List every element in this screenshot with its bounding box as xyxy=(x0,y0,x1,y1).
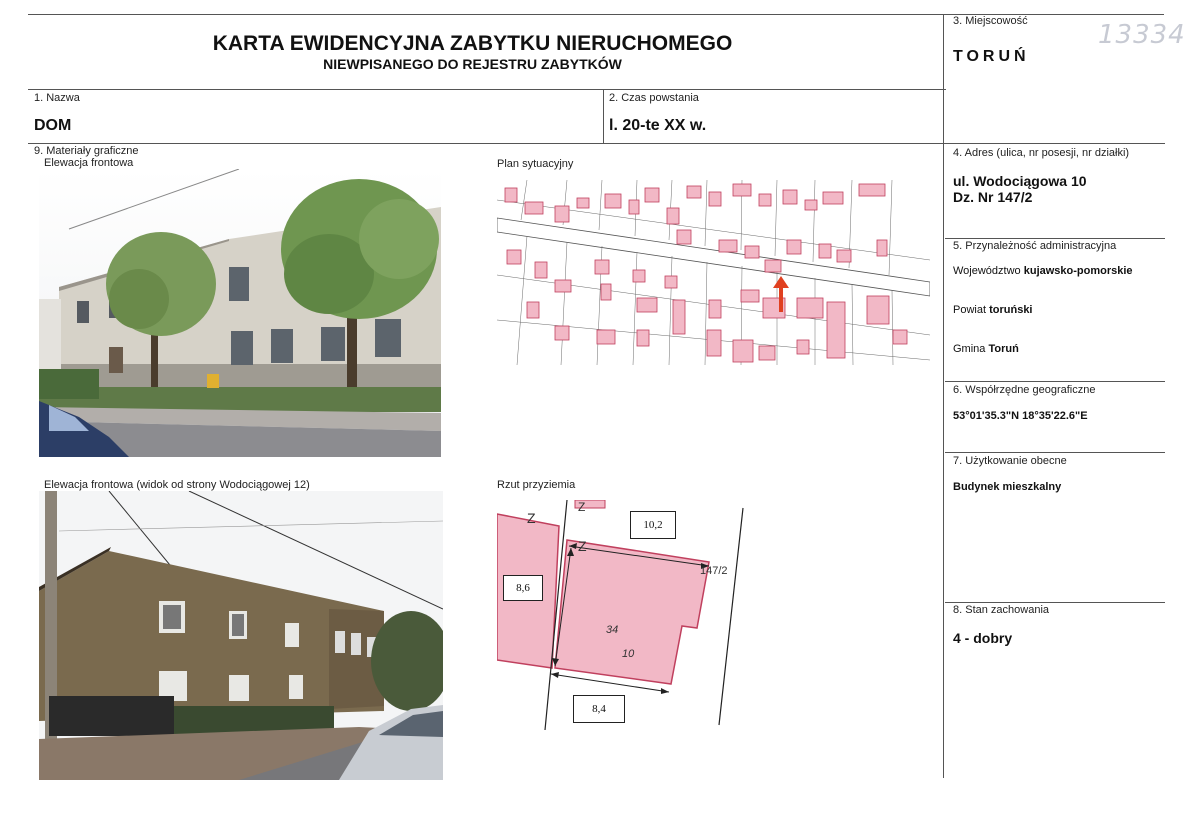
name-label: 1. Nazwa xyxy=(34,92,80,104)
locality-label: 3. Miejscowość xyxy=(953,15,1028,27)
usage-bottom-border xyxy=(945,602,1165,603)
site-plan-map xyxy=(497,180,930,365)
right-column-divider xyxy=(943,14,944,778)
floor-plan-dim-top: 10,2 xyxy=(630,511,676,539)
address-street: ul. Wodociągowa 10 xyxy=(953,173,1087,189)
side-photo-caption: Elewacja frontowa (widok od strony Wodociągowej 12) xyxy=(44,479,310,491)
name-row-bottom-border xyxy=(28,143,946,144)
usage-value: Budynek mieszkalny xyxy=(953,481,1062,493)
usage-label: 7. Użytkowanie obecne xyxy=(953,455,1067,467)
floor-plan-number-34: 34 xyxy=(606,624,619,636)
condition-label: 8. Stan zachowania xyxy=(953,604,1050,616)
header-bottom-border xyxy=(28,89,946,90)
locality-bottom-border xyxy=(945,143,1165,144)
voivodeship-prefix: Województwo xyxy=(953,265,1021,277)
admin-commune xyxy=(953,343,1019,355)
admin-county xyxy=(953,304,1033,316)
commune-prefix: Gmina xyxy=(953,343,986,355)
site-plan-caption: Plan sytuacyjny xyxy=(497,158,574,170)
floor-plan-letter-z-2: Z xyxy=(578,538,587,554)
front-elevation-photo xyxy=(39,169,441,457)
admin-bottom-border xyxy=(945,381,1165,382)
coords-label: 6. Współrzędne geograficzne xyxy=(953,384,1096,396)
floor-plan-parcel-number: 147/2 xyxy=(700,565,728,577)
name-value: DOM xyxy=(34,117,72,134)
front-elevation-illustration xyxy=(39,169,441,457)
floor-plan-dim-bottom: 8,4 xyxy=(573,695,625,723)
registry-stamp-number: 13334 xyxy=(1098,20,1186,50)
floor-plan-letter-z-1: Z xyxy=(527,510,536,526)
coords-value: 53°01'35.3"N 18°35'22.6"E xyxy=(953,410,1088,422)
county-prefix: Powiat xyxy=(953,304,987,316)
period-value: l. 20-te XX w. xyxy=(609,117,707,134)
locality-value: TORUŃ xyxy=(953,48,1030,65)
voivodeship-value: kujawsko-pomorskie xyxy=(1023,265,1133,277)
side-elevation-illustration xyxy=(39,491,443,780)
floor-plan-letter-z-3: Z xyxy=(578,500,586,514)
page-subtitle: NIEWPISANEGO DO REJESTRU ZABYTKÓW xyxy=(323,56,622,72)
county-value: toruński xyxy=(989,304,1033,316)
commune-value: Toruń xyxy=(988,343,1019,355)
site-plan-illustration xyxy=(497,180,930,365)
condition-value: 4 - dobry xyxy=(953,630,1013,646)
address-label: 4. Adres (ulica, nr posesji, nr działki) xyxy=(953,147,1130,159)
floor-plan-number-10: 10 xyxy=(622,648,635,660)
page-title: KARTA EWIDENCYJNA ZABYTKU NIERUCHOMEGO xyxy=(212,32,733,55)
floor-plan-dim-left: 8,6 xyxy=(503,575,543,601)
floor-plan-caption: Rzut przyziemia xyxy=(497,479,576,491)
address-plot: Dz. Nr 147/2 xyxy=(953,189,1033,205)
graphics-label: 9. Materiały graficzne xyxy=(34,145,139,157)
admin-label: 5. Przynależność administracyjna xyxy=(953,240,1117,252)
name-period-divider xyxy=(603,89,604,143)
period-label: 2. Czas powstania xyxy=(609,92,699,104)
side-elevation-photo xyxy=(39,491,443,780)
front-photo-caption: Elewacja frontowa xyxy=(44,157,134,169)
admin-voivodeship xyxy=(953,265,1133,277)
coords-bottom-border xyxy=(945,452,1165,453)
address-bottom-border xyxy=(945,238,1165,239)
